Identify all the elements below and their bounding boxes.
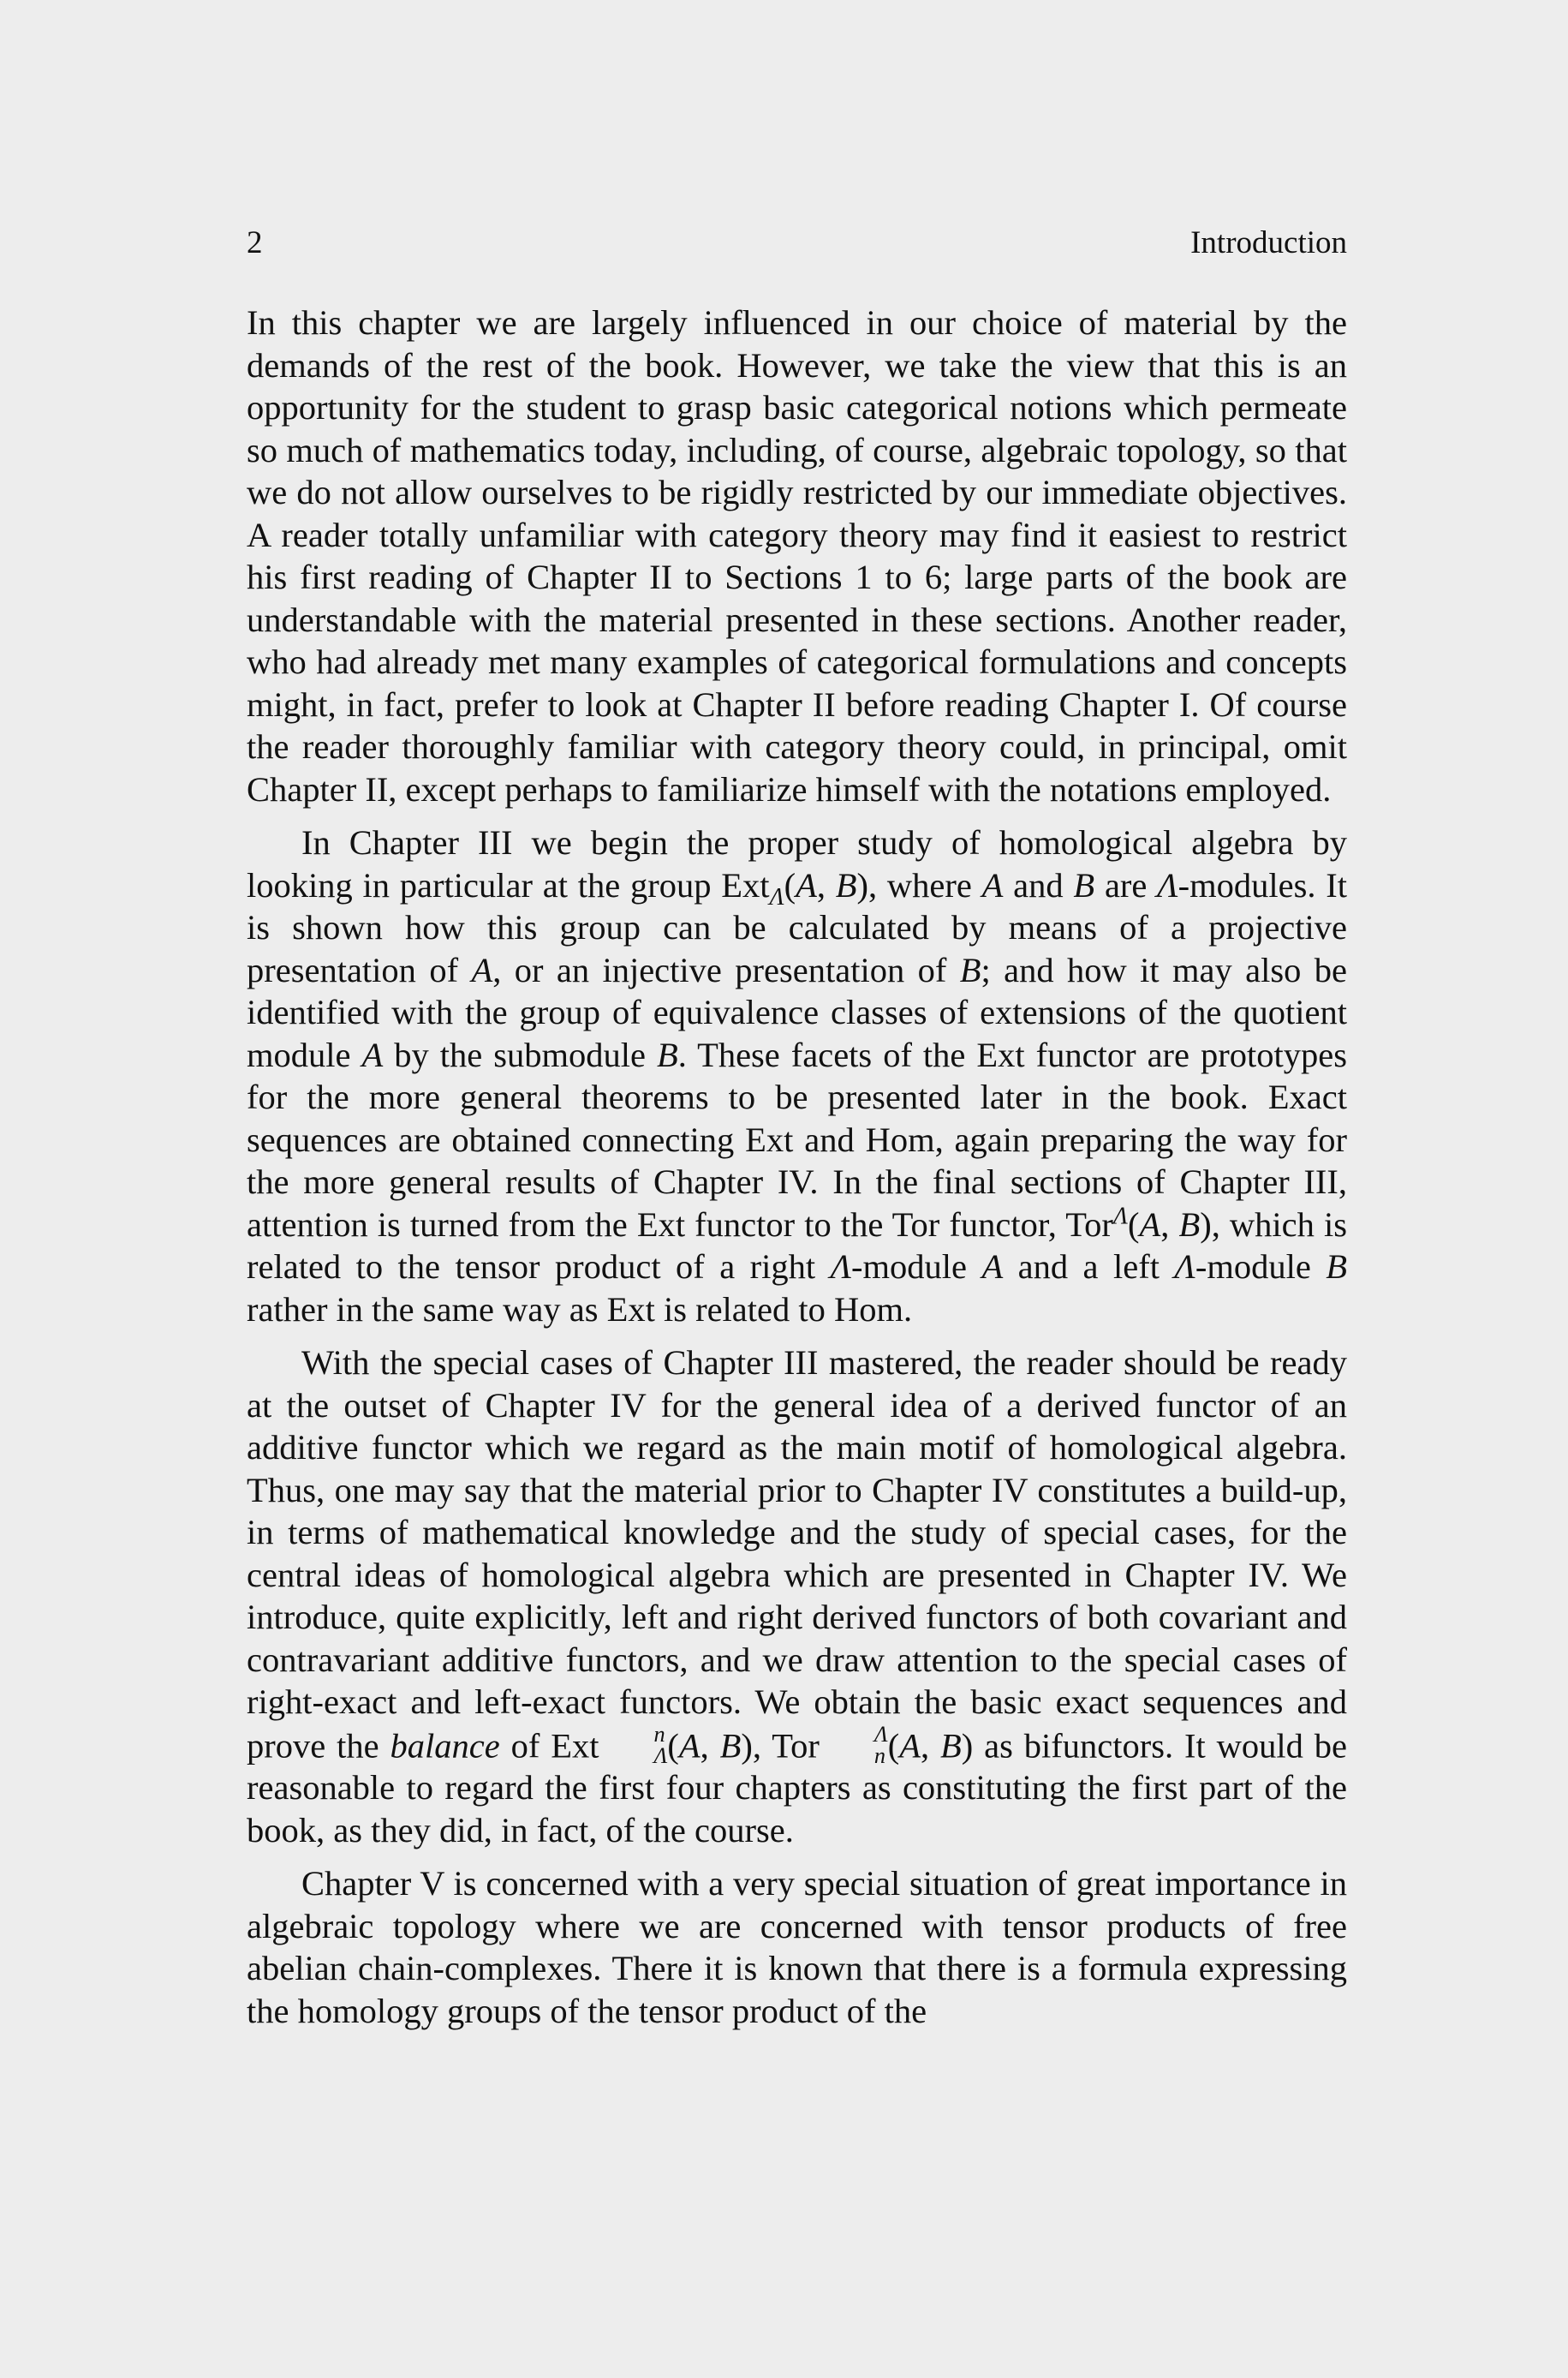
tor-symbol: Tor <box>772 1725 820 1765</box>
ext-symbol: Ext <box>551 1725 599 1765</box>
body-text <box>247 302 1347 2043</box>
paragraph-2: In Chapter III we begin the proper study of homological algebra by looking in particular at the group Ext$_\Lambda$(A, B), where A and B are Λ-modules. It is shown how this group can be calculated by means of a projective presentation of A, or an injective presentation of B; and how it may also be identified with the group of equivalence classes of extensions of the quotient module A by the submodule B. These facets of the Ext functor are prototypes for the more general theorems to be presented later in the book. Exact sequences are obtained connecting Ext and Hom, again preparing the way for the more general results of Chapter IV. In the final sections of Chapter III, attention is turned from the Ext functor to the Tor functor, Tor$^\Lambda$(A, B), which is related to the tensor product of a right Λ-module A and a left Λ-module B rather in the same way as Ext is related to Hom. <box>247 823 1348 1329</box>
emphasis-balance: balance <box>390 1725 500 1765</box>
ext-symbol: Ext <box>721 865 770 905</box>
running-title: Introduction <box>1190 225 1347 260</box>
page-number: 2 <box>247 225 263 260</box>
paragraph-3: With the special cases of Chapter III mastered, the reader should be ready at the outset of Chapter IV for the general idea of a derived functor of an additive functor which we regard as the main motif of homological algebra. Thus, one may say that the material prior to Chapter IV constitutes a build-up, in terms of mathematical knowledge and the study of special cases, for the central ideas of homological algebra which are presented in Chapter IV. We introduce, quite explicitly, left and right derived functors of both covariant and contravariant additive functors, and we draw attention to the special cases of right-exact and left-exact functors. We obtain the basic exact sequences and prove the balance of Ext n Λ (A, B), Tor Λ n (A, B) as bifunctors. It would be reasonable to regard the first four chapters as constituting the first part of the book, as they did, in fact, of the course. <box>247 1343 1347 1849</box>
paragraph-1: In this chapter we are largely influenced in our choice of material by the demands of the rest of the book. However, we take the view that this is an opportunity for the student to grasp basic categorical notions which permeate so much of mathematics today, including, of course, algebraic topology, so that we do not allow ourselves to be rigidly restricted by our immediate objectives. A reader totally unfamiliar with category theory may find it easiest to restrict his first reading of Chapter II to Sections 1 to 6; large parts of the book are understandable with the material presented in these sections. Another reader, who had already met many examples of categorical formulations and concepts might, in fact, prefer to look at Chapter II before reading Chapter I. Of course the reader thoroughly familiar with category theory could, in principal, omit Chapter II, except perhaps to familiarize himself with the notations employed. <box>247 303 1347 809</box>
paragraph-4: Chapter V is concerned with a very special situation of great importance in algebraic topology where we are concerned with tensor products of free abelian chain-complexes. There it is known that there is a formula expressing the homology groups of the tensor product of the <box>247 1864 1347 2030</box>
running-head <box>247 224 1347 262</box>
tor-symbol: Tor <box>1065 1204 1113 1244</box>
